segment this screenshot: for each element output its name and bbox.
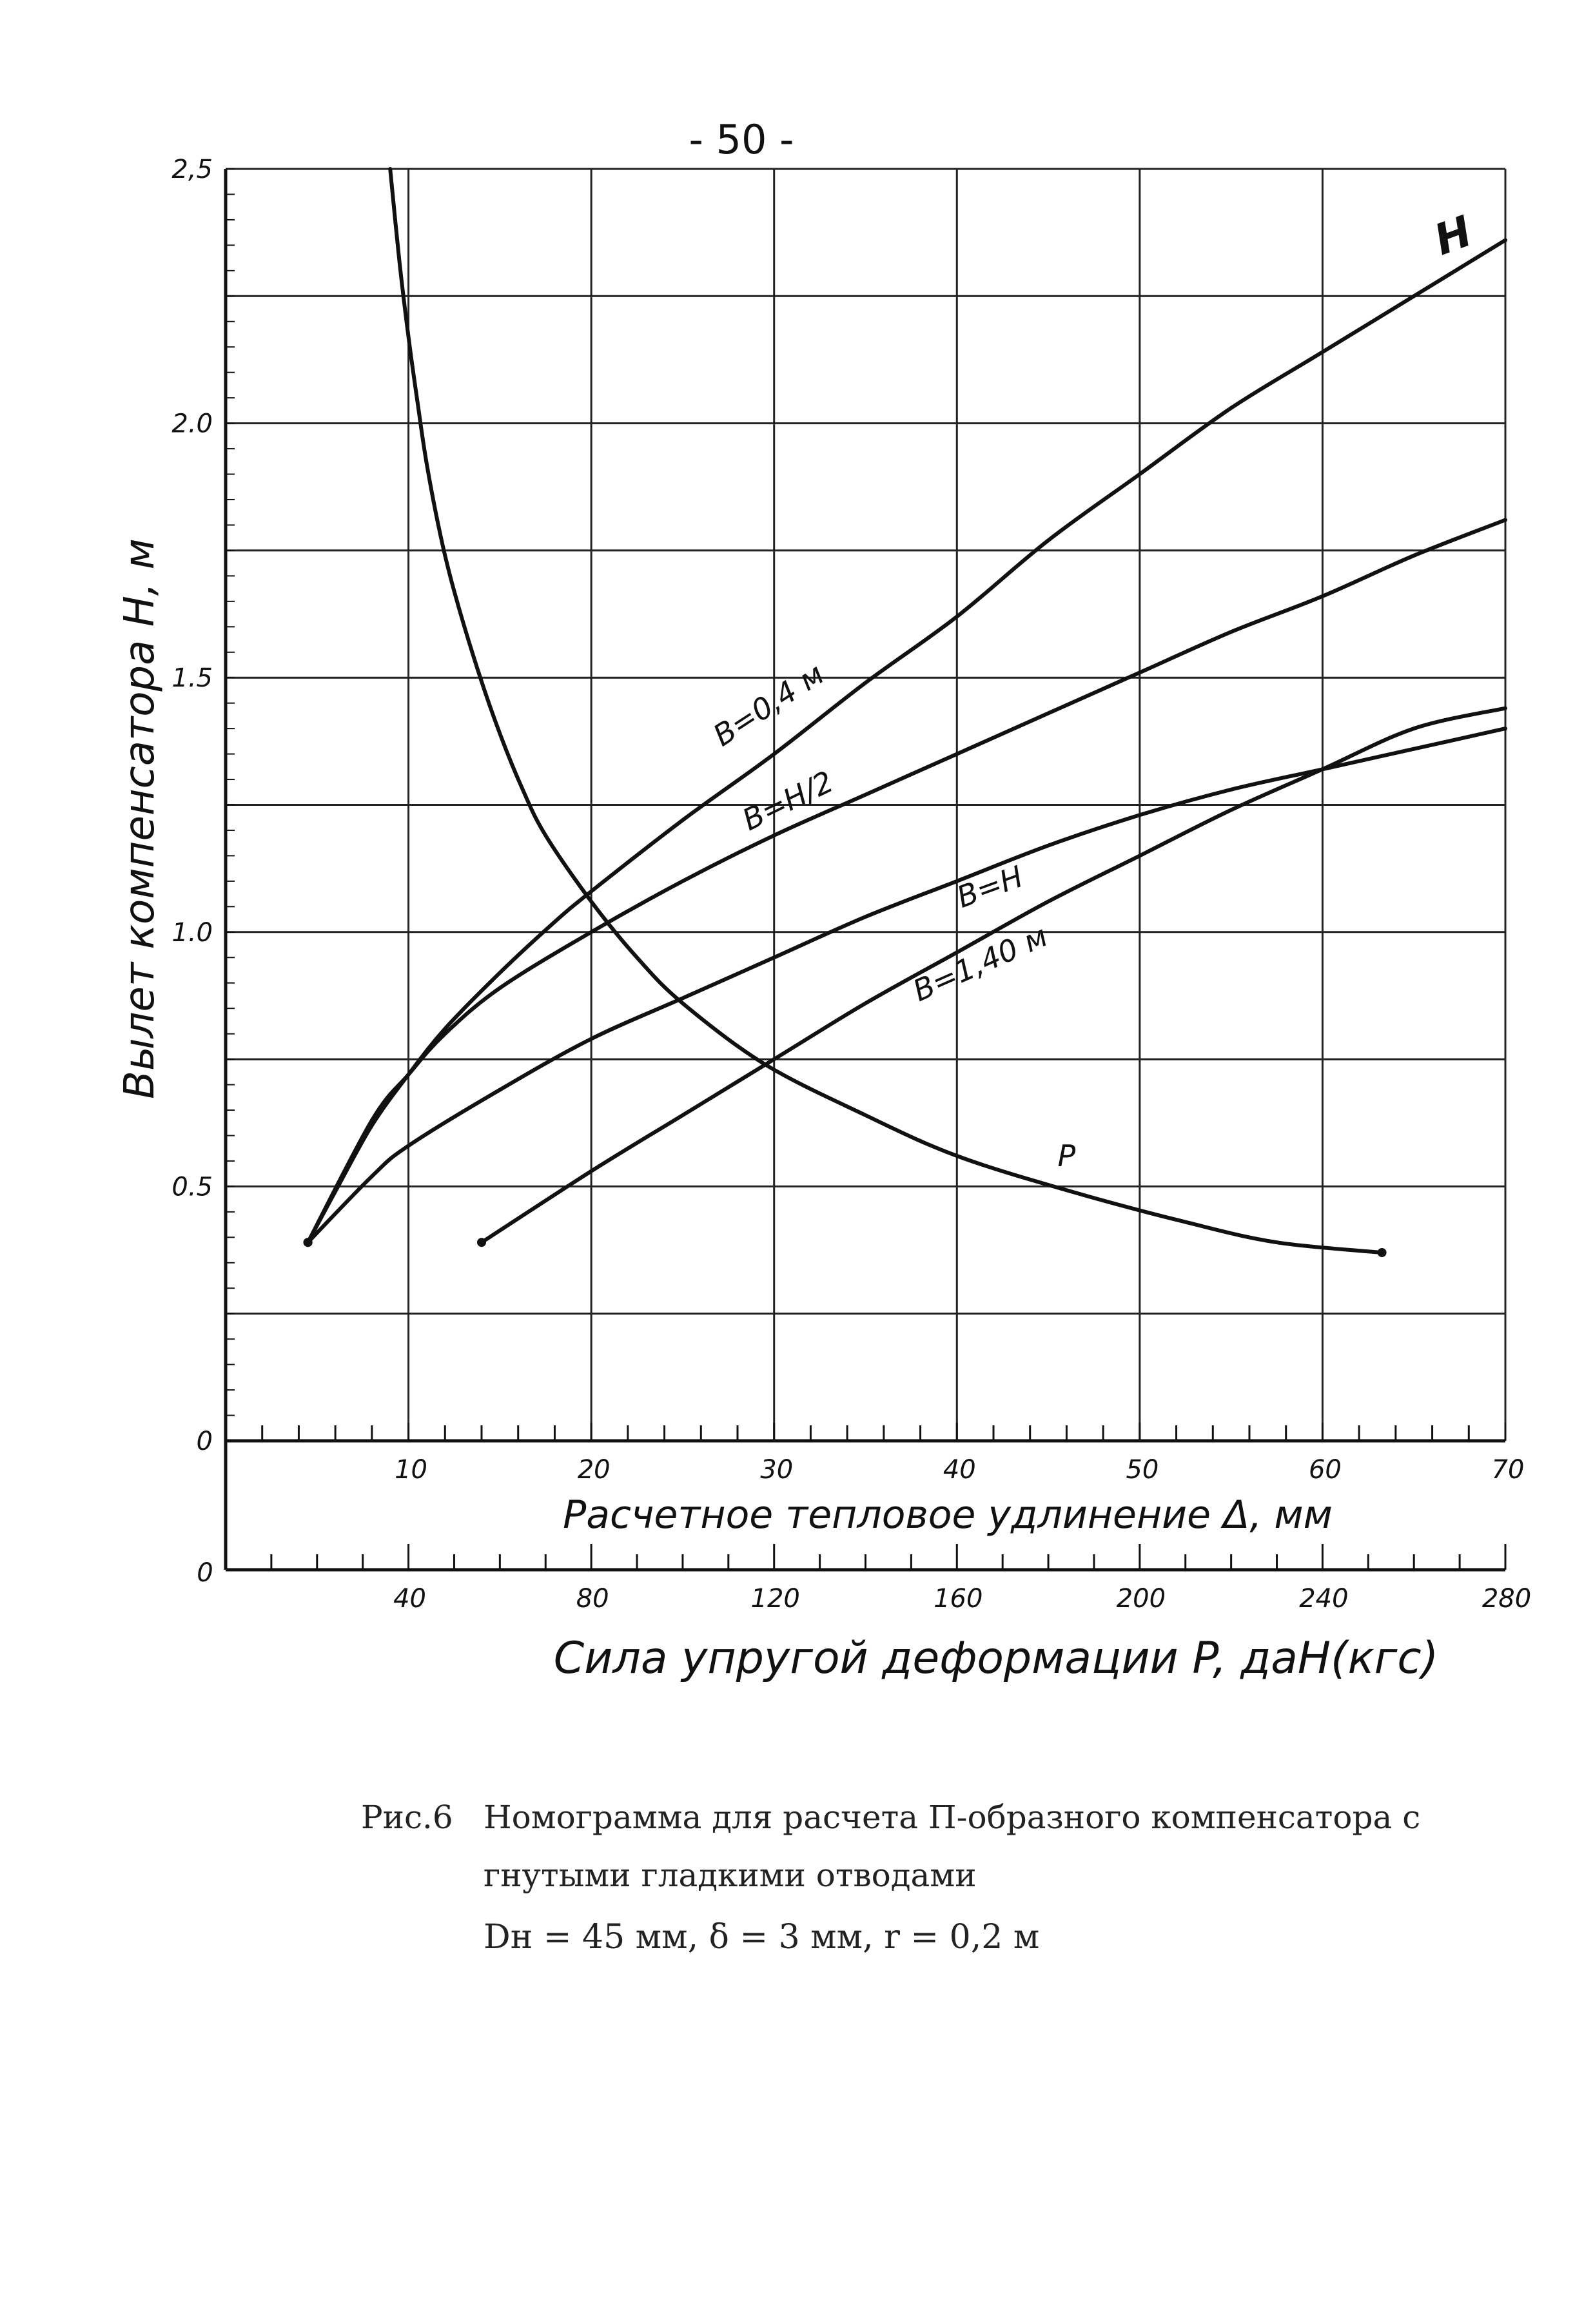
x2-axis-title: Сила упругой деформации P, даН(кгс) [553,1633,1439,1684]
series-label: P [1057,1138,1076,1173]
x-tick-label: 30 [760,1455,794,1485]
x2-tick-label: 280 [1481,1584,1532,1614]
x2-tick-label: 0 [197,1558,213,1588]
series-endpoint [477,1238,486,1247]
axis-layer [226,169,1505,1570]
figure-caption-title [361,1799,1420,1836]
y-tick-label: 0.5 [171,1172,213,1202]
figure-caption-line2: гнутыми гладкими отводами [484,1857,977,1894]
x-tick-label: 50 [1126,1455,1159,1485]
series-label: B=1,40 м [907,918,1053,1009]
y-tick-label: 0 [196,1427,213,1456]
series-line-0 [308,240,1505,1243]
x2-tick-label: 160 [934,1584,983,1614]
x-tick-label: 20 [577,1455,611,1485]
y-tick-label: 2,5 [171,155,213,184]
x-tick-label: 10 [395,1455,428,1485]
x-tick-label: 40 [943,1455,976,1485]
label-layer [116,155,1531,1684]
series-label: B=H/2 [737,763,839,838]
x-tick-label: 70 [1491,1455,1525,1485]
annotation-h: H [1427,206,1479,266]
y-tick-label: 1.5 [171,663,213,694]
x-tick-label: 60 [1308,1455,1342,1485]
x2-tick-label: 80 [576,1584,609,1614]
series-endpoint [304,1238,313,1247]
series-label: B=H [952,859,1028,915]
y-tick-label: 1.0 [171,917,213,948]
figure-caption-parameters: Dн = 45 мм, δ = 3 мм, r = 0,2 м [484,1918,1040,1957]
series-layer [304,169,1505,1257]
x2-tick-label: 40 [393,1584,427,1614]
figure-number: Рис.6 [361,1799,453,1836]
series-endpoint [1378,1248,1387,1257]
y-tick-label: 2.0 [171,409,213,439]
series-label: B=0,4 м [707,656,830,754]
series-line-4 [390,169,1382,1253]
caption-text-1: Номограмма для расчета П-образного компенсатора с [484,1799,1421,1836]
x2-tick-label: 200 [1116,1584,1166,1614]
page-number: - 50 - [689,116,794,163]
y-axis-title: Вылет компенсатора H, м [116,538,164,1099]
x2-tick-label: 120 [750,1584,800,1614]
x-axis-title: Расчетное тепловое удлинение Δ, мм [563,1492,1333,1538]
x2-tick-label: 240 [1299,1584,1349,1614]
